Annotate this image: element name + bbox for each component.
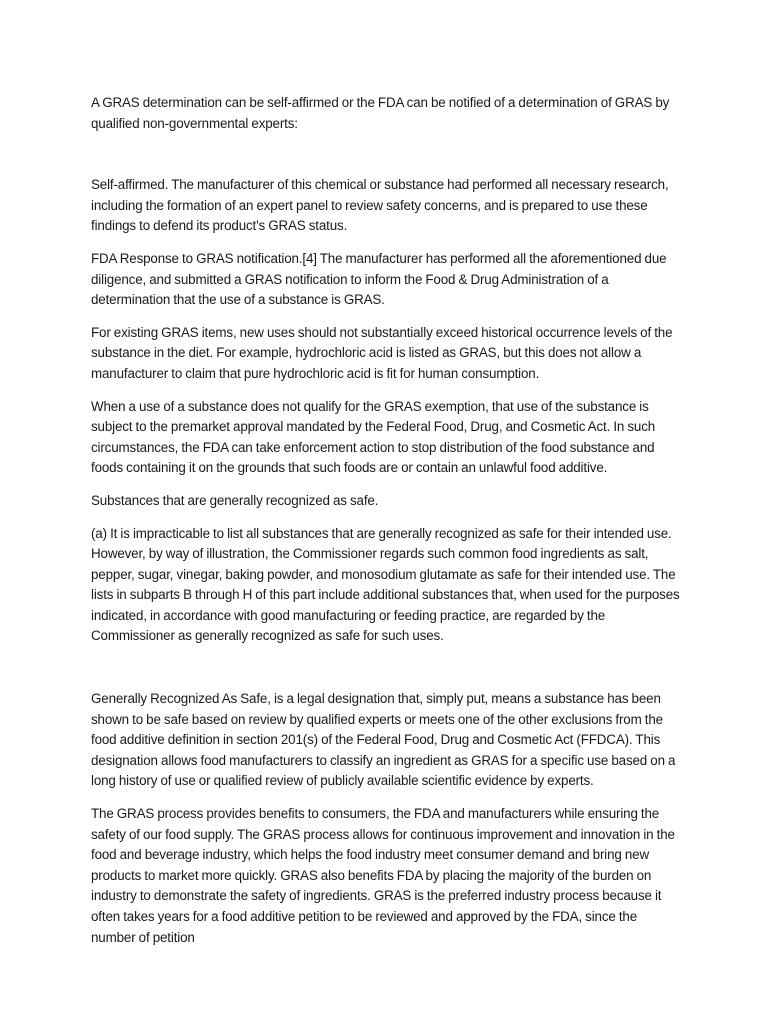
paragraph-gras-process-benefits: The GRAS process provides benefits to consumers, the FDA and manufacturers while ensuring the safety of our food supply. The GRAS process allows for continuous improvement and innovation in the food and beverage industry, which helps the food industry meet consumer demand and bring new products to market more quickly. GRAS also benefits FDA by placing the majority of the burden on industry to demonstrate the safety of ingredients. GRAS is the preferred industry process because it often takes years for a food additive petition to be reviewed and approved by the FDA, since the number of petition [91, 806, 675, 945]
paragraph-impracticable-list: (a) It is impracticable to list all substances that are generally recognized as safe for their intended use. However, by way of illustration, the Commissioner regards such common food ingredients as salt, pepper, sugar, vinegar, baking powder, and monosodium glutamate as safe for their intended use. The lists in subparts B through H of this part include additional substances that, when used for the purposes indicated, in accordance with good manufacturing or feeding practice, are regarded by the Commissioner as generally recognized as safe for such uses. [91, 525, 680, 644]
paragraph-gras-determination-intro: A GRAS determination can be self-affirmed or the FDA can be notified of a determination of GRAS by qualified non-governmental experts: [91, 95, 670, 131]
paragraph-substances-heading: Substances that are generally recognized as safe. [91, 492, 379, 508]
paragraph-gras-exemption: When a use of a substance does not qualify for the GRAS exemption, that use of the substance is subject to the premarket approval mandated by the Federal Food, Drug, and Cosmetic Act. In such circumstances, the FDA can take enforcement action to stop distribution of the food substance and foods containing it on the grounds that such foods are or contain an unlawful food additive. [91, 398, 656, 476]
paragraph-gras-definition: Generally Recognized As Safe, is a legal designation that, simply put, means a substance has been shown to be safe based on review by qualified experts or meets one of the other exclusions from the food additive definition in section 201(s) of the Federal Food, Drug and Cosmetic Act (FFDCA). This designation allows food manufacturers to classify an ingredient as GRAS for a specific use based on a long history of use or qualified review of publicly available scientific evidence by experts. [91, 691, 676, 789]
paragraph-existing-gras-items: For existing GRAS items, new uses should not substantially exceed historical occurrence levels of the substance in the diet. For example, hydrochloric acid is listed as GRAS, but this does not allow a manufacturer to claim that pure hydrochloric acid is fit for human consumption. [91, 324, 673, 381]
paragraph-fda-response: FDA Response to GRAS notification.[4] The manufacturer has performed all the aforementioned due diligence, and submitted a GRAS notification to inform the Food & Drug Administration of a determination that the use of a substance is GRAS. [91, 250, 667, 308]
paragraph-self-affirmed: Self-affirmed. The manufacturer of this chemical or substance had performed all necessary research, including the formation of an expert panel to review safety concerns, and is prepared to use these findings to defend its product's GRAS status. [91, 177, 669, 234]
document-body [91, 93, 683, 948]
